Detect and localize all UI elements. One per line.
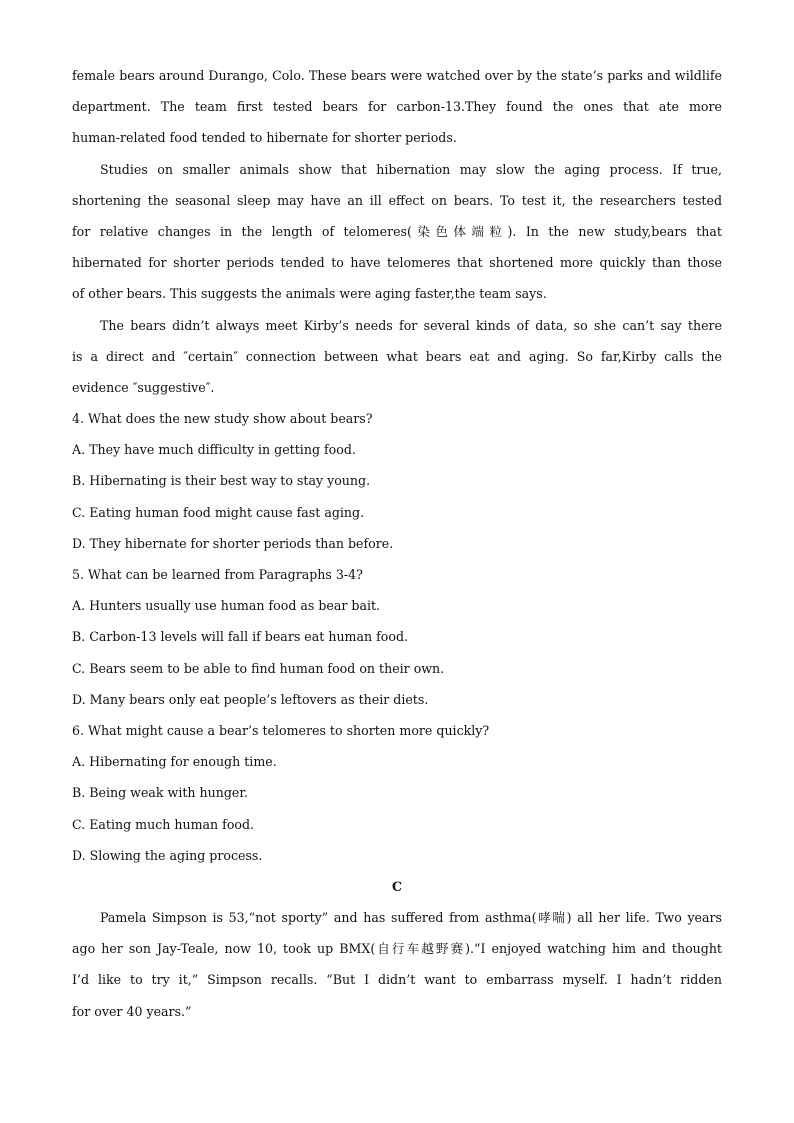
- document-page: [72, 60, 722, 1027]
- passage-b-p2-line2: shortening the seasonal sleep may have an ill effect on bears. To test it, the researchers tested: [72, 192, 722, 208]
- section-c-p1-line2: ago her son Jay-Teale, now 10, took up BMX(自行车越野赛).“I enjoyed watching him and thought: [72, 941, 722, 957]
- passage-b-p2-line3: for relative changes in the length of telomeres(染色体端粒). In the new study,bears that: [72, 223, 722, 239]
- question-6-stem: 6. What might cause a bear’s telomeres to shorten more quickly?: [72, 722, 490, 738]
- passage-b-p1-line1: female bears around Durango, Colo. These bears were watched over by the state’s parks and wildlife: [72, 68, 722, 83]
- question-5-option-d: D. Many bears only eat people’s leftovers as their diets.: [72, 691, 429, 707]
- question-4-stem: 4. What does the new study show about bears?: [72, 411, 373, 427]
- section-c-p1-line3: I’d like to try it,” Simpson recalls. “But I didn’t want to embarrass myself. I hadn’t ridden: [72, 972, 722, 988]
- passage-b-p2-line4: hibernated for shorter periods tended to have telomeres that shortened more quickly than those: [72, 255, 722, 271]
- question-5-option-a: A. Hunters usually use human food as bear bait.: [72, 598, 381, 614]
- question-5-option-c: C. Bears seem to be able to find human food on their own.: [72, 660, 445, 676]
- passage-b-p2-line1: Studies on smaller animals show that hibernation may slow the aging process. If true,: [100, 161, 722, 177]
- question-6-option-d: D. Slowing the aging process.: [72, 847, 263, 863]
- question-4-option-a: A. They have much difficulty in getting food.: [72, 442, 356, 458]
- question-6-option-c: C. Eating much human food.: [72, 816, 255, 832]
- passage-b-p3-line3: evidence ″suggestive″.: [72, 379, 215, 395]
- question-4-option-d: D. They hibernate for shorter periods than before.: [72, 535, 394, 551]
- question-4-option-b: B. Hibernating is their best way to stay young.: [72, 473, 371, 489]
- question-6-option-a: A. Hibernating for enough time.: [72, 754, 277, 770]
- question-5-stem: 5. What can be learned from Paragraphs 3-4?: [72, 567, 363, 582]
- passage-b-p3-line2: is a direct and ″certain″ connection between what bears eat and aging. So far,Kirby calls the: [72, 348, 722, 364]
- passage-b-p1-line2: department. The team first tested bears for carbon-13.They found the ones that ate more: [72, 99, 722, 115]
- section-c-heading: C: [391, 878, 403, 894]
- passage-b-p1-line3: human-related food tended to hibernate for shorter periods.: [72, 130, 457, 146]
- question-4-option-c: C. Eating human food might cause fast aging.: [72, 504, 365, 520]
- question-5-option-b: B. Carbon-13 levels will fall if bears eat human food.: [72, 629, 409, 645]
- section-c-p1-line1: Pamela Simpson is 53,“not sporty” and has suffered from asthma(哮喘) all her life. Two years: [100, 910, 722, 926]
- passage-b-p3-line1: The bears didn’t always meet Kirby’s needs for several kinds of data, so she can’t say there: [100, 317, 722, 333]
- passage-b-p2-line5: of other bears. This suggests the animals were aging faster,the team says.: [72, 286, 547, 302]
- section-c-p1-line4: for over 40 years.”: [72, 1003, 192, 1019]
- question-6-option-b: B. Being weak with hunger.: [72, 785, 249, 801]
